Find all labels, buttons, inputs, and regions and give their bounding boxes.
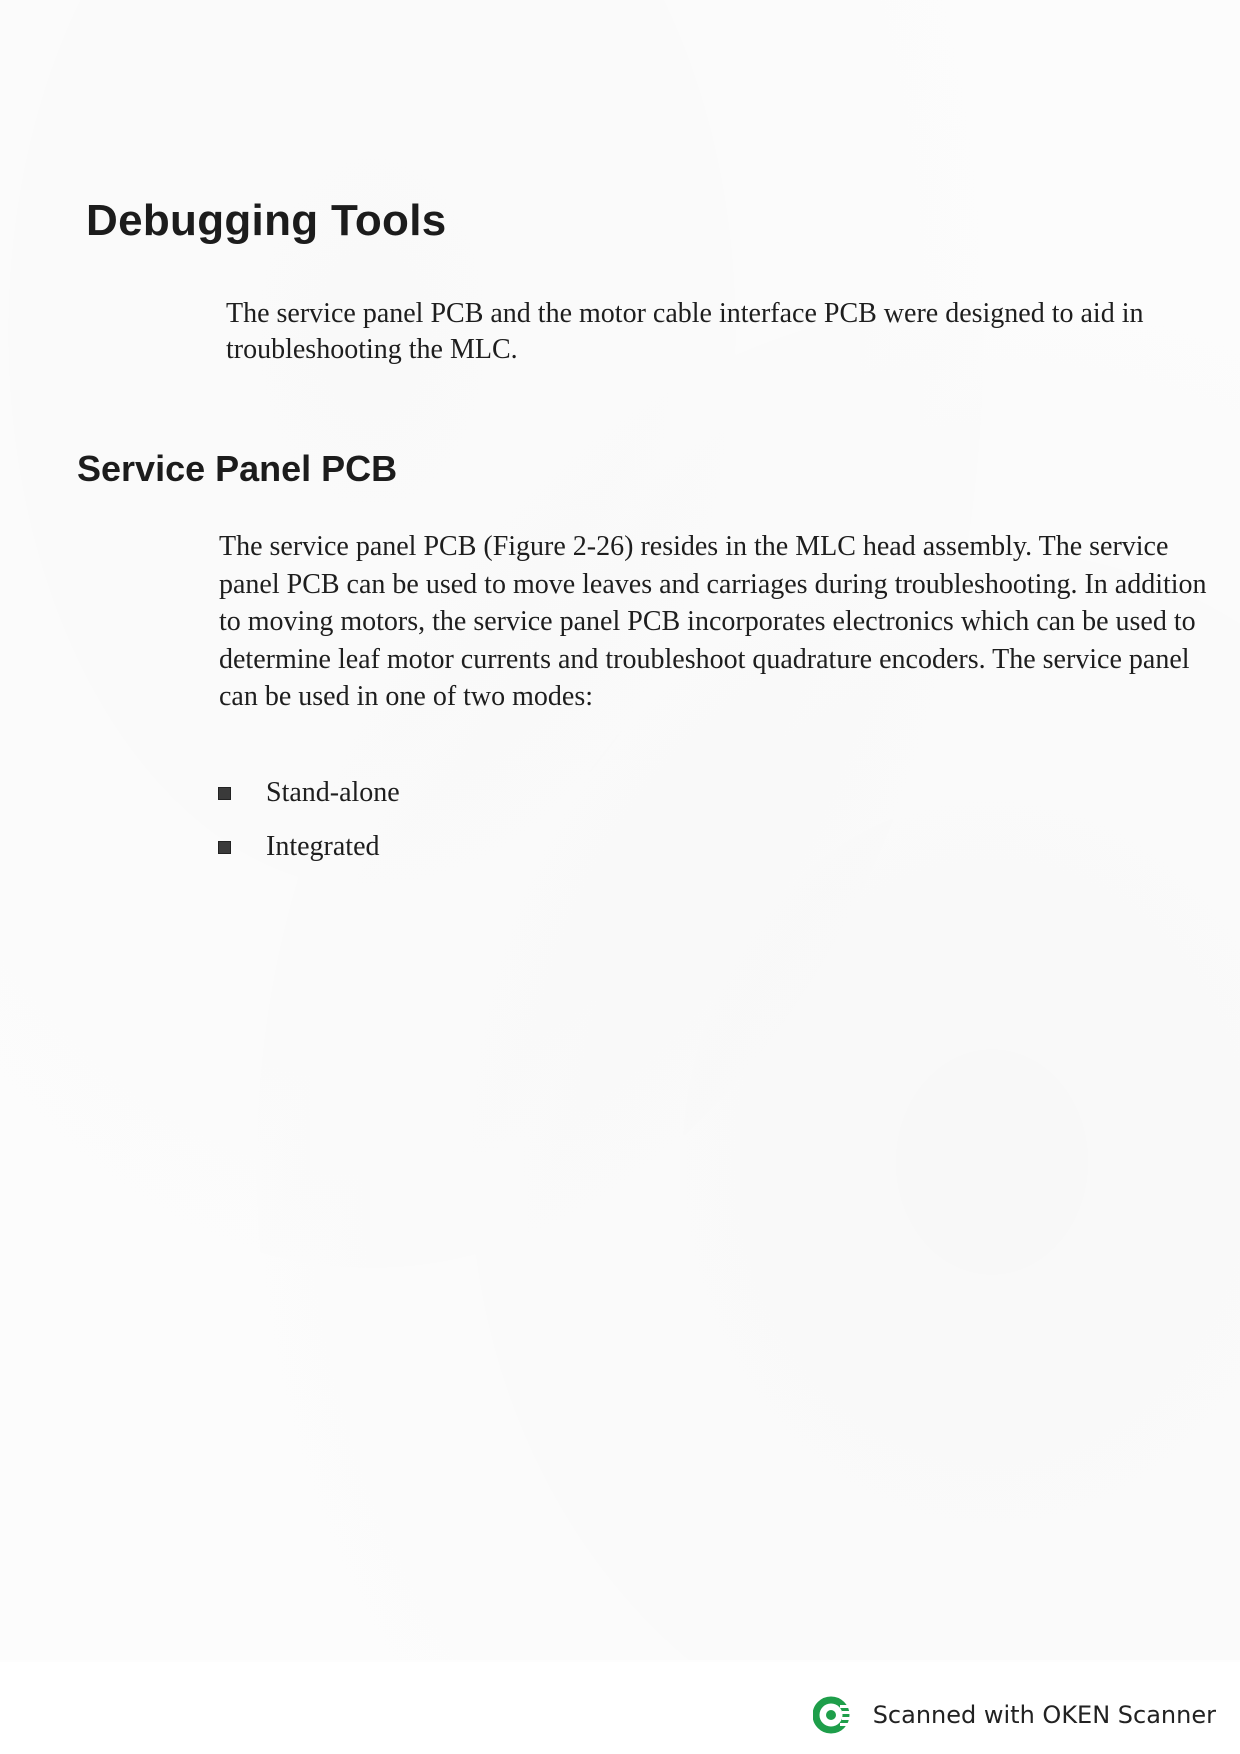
- page-heading: Debugging Tools: [86, 196, 447, 245]
- scanner-label: Scanned with OKEN Scanner: [872, 1701, 1216, 1729]
- oken-scanner-logo-icon: [813, 1695, 853, 1735]
- section-heading: Service Panel PCB: [77, 448, 398, 489]
- square-bullet-icon: [218, 841, 231, 854]
- list-item: [216, 775, 400, 811]
- square-bullet-icon: [218, 787, 231, 800]
- intro-paragraph: The service panel PCB and the motor cable interface PCB were designed to aid in troubleshooting the MLC.: [226, 298, 1144, 365]
- mode-list: [216, 775, 400, 883]
- mode-label: Stand-alone: [266, 777, 400, 808]
- section-paragraph: The service panel PCB (Figure 2-26) resides in the MLC head assembly. The service panel PCB can be used to move leaves and carriages during troubleshooting. In addition to moving motors, the service panel PCB incorporates electronics which can be used to determine leaf motor currents and troubleshoot quadrature encoders. The service panel can be used in one of two modes:: [219, 531, 1207, 712]
- list-item: [216, 829, 400, 865]
- mode-label: Integrated: [266, 831, 380, 862]
- scanner-watermark: [813, 1695, 1216, 1735]
